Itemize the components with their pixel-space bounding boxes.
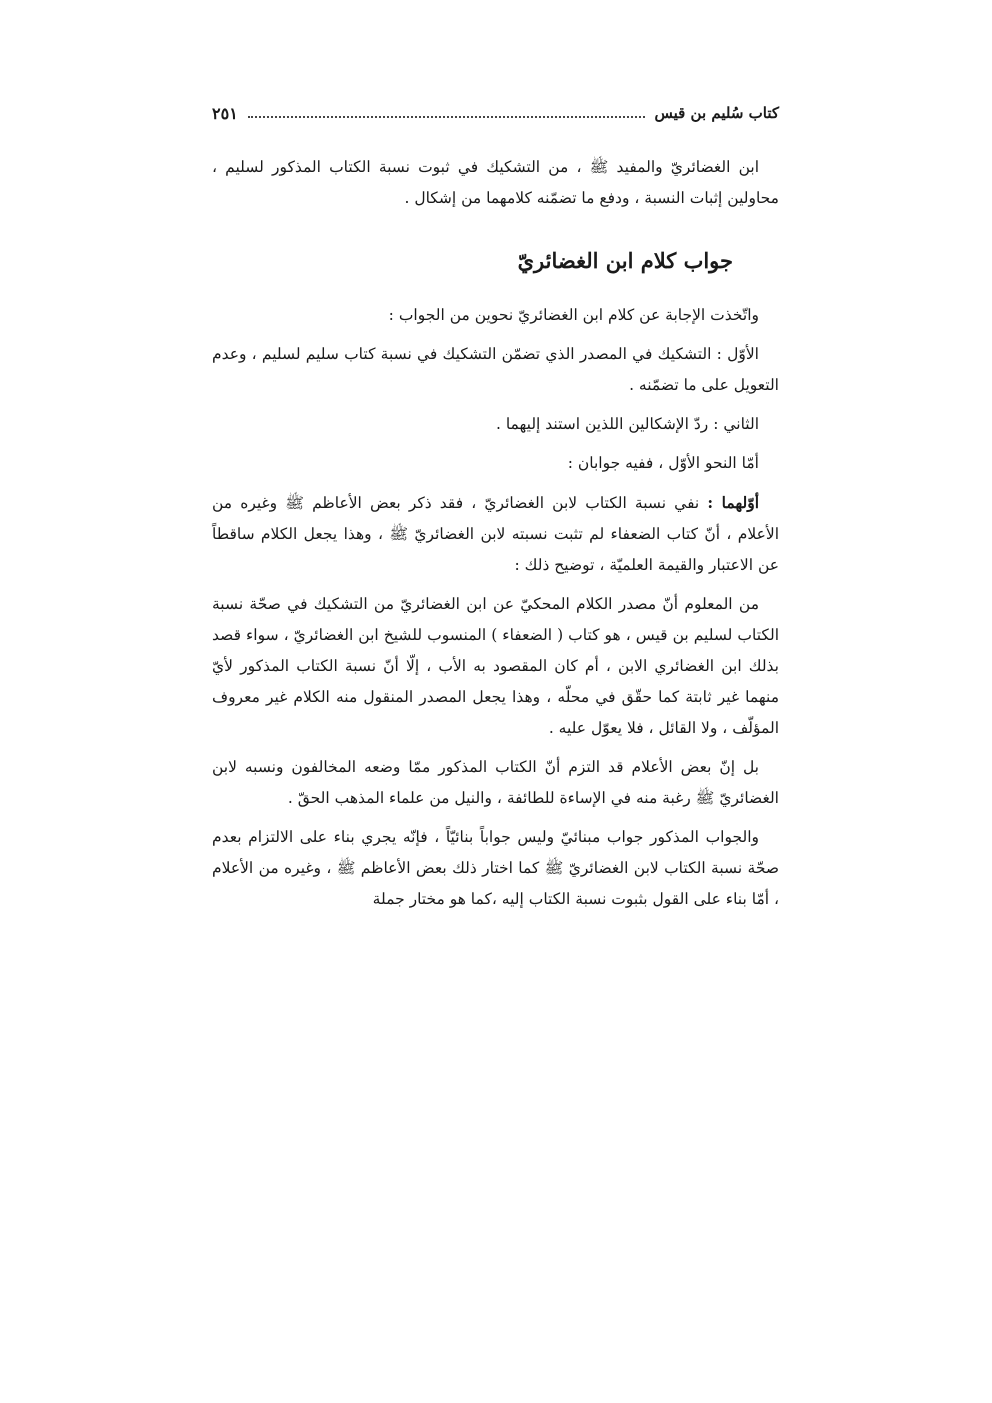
- paragraph-first-approach-answers: أمّا النحو الأوّل ، ففيه جوابان :: [567, 454, 759, 472]
- paragraph-fabrication-claim: بل إنّ بعض الأعلام قد التزم أنّ الكتاب المذكور ممّا وضعه المخالفون ونسبه لابن الغضائريّ ﷺ رغبة منه في الإساءة للطائفة ، والنيل من علماء المذهب الحقّ .: [212, 758, 779, 807]
- first-answer-lead: أوّلهما :: [707, 493, 760, 512]
- paragraph-intro-continuation: ابن الغضائريّ والمفيد ﷺ ، من التشكيك في ثبوت نسبة الكتاب المذكور لسليم ، محاولين إثبات النسبة ، ودفع ما تضمّنه كلامهما من إشكال .: [212, 158, 779, 207]
- paragraph-two-answers: واتّخذت الإجابة عن كلام ابن الغضائريّ نحوين من الجواب :: [388, 306, 759, 324]
- section-heading: جواب كلام ابن الغضائريّ: [517, 248, 733, 273]
- book-title: كتاب سُليم بن قيس: [654, 104, 779, 122]
- first-answer-body: نفي نسبة الكتاب لابن الغضائريّ ، فقد ذكر بعض الأعاظم ﷺ وغيره من الأعلام ، أنّ كتاب الضعفاء لم تثبت نسبته لابن الغضائريّ ﷺ ، وهذا يجعل الكلام ساقطاً عن الاعتبار والقيمة العلميّة ، توضيح ذلك :: [212, 494, 779, 574]
- paragraph-second-approach: الثاني : ردّ الإشكالين اللذين استند إليهما .: [495, 415, 759, 433]
- paragraph-first-answer: [212, 487, 779, 581]
- page: [212, 100, 779, 915]
- paragraph-first-approach: الأوّل : التشكيك في المصدر الذي تضمّن التشكيك في نسبة كتاب سليم لسليم ، وعدم التعويل على ما تضمّنه .: [212, 345, 779, 394]
- paragraph-structural-answer: والجواب المذكور جواب مبنائيّ وليس جواباً بنائيّاً ، فإنّه يجري بناء على الالتزام بعدم صحّة نسبة الكتاب لابن الغضائريّ ﷺ كما اختار ذلك بعض الأعاظم ﷺ ، وغيره من الأعلام ، أمّا بناء على القول بثبوت نسبة الكتاب إليه ،كما هو مختار جملة: [212, 828, 779, 908]
- running-head: [212, 100, 779, 126]
- page-number: ٢٥١: [212, 103, 238, 123]
- dotted-leader: [248, 116, 645, 118]
- paragraph-known-source: من المعلوم أنّ مصدر الكلام المحكيّ عن ابن الغضائريّ من التشكيك في صحّة نسبة الكتاب لسليم بن قيس ، هو كتاب ( الضعفاء ) المنسوب للشيخ ابن الغضائريّ ، سواء قصد بذلك ابن الغضائري الابن ، أم كان المقصود به الأب ، إلّا أنّ نسبة الكتاب المذكور لأيّ منهما غير ثابتة كما حقّق في محلّه ، وهذا يجعل المصدر المنقول منه الكلام غير معروف المؤلّف ، ولا القائل ، فلا يعوّل عليه .: [212, 595, 779, 737]
